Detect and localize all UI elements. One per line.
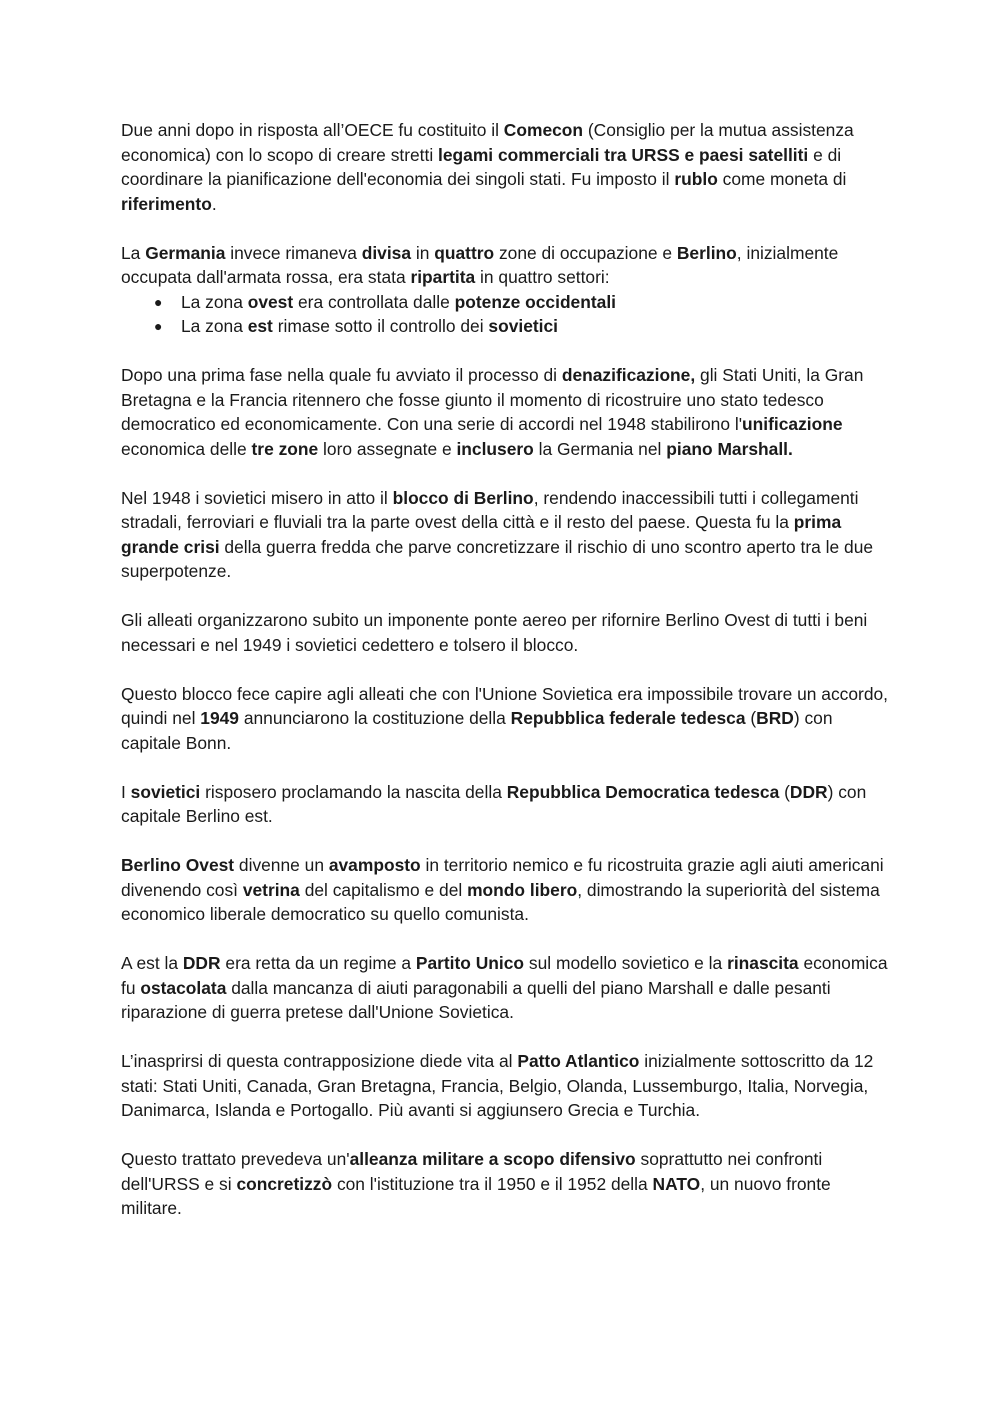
text-run: ( bbox=[779, 781, 790, 802]
text-run: come moneta di bbox=[717, 169, 847, 189]
text-run: e di coordinare la pianificazione dell'economia dei singoli stati. Fu imposto il bbox=[121, 144, 842, 189]
text-run: in territorio nemico e fu ricostruita grazie agli aiuti americani divenendo così bbox=[121, 855, 884, 900]
bold-text-run: Berlino Ovest bbox=[121, 855, 235, 875]
bold-text-run: ovest bbox=[247, 291, 294, 312]
bold-text-run: tre zone bbox=[251, 438, 319, 459]
paragraph-patto-atlantico bbox=[121, 1049, 891, 1123]
text-run: L’inasprirsi di questa contrapposizione diede vita al bbox=[121, 1051, 518, 1071]
bold-text-run: 1949 bbox=[200, 708, 239, 728]
bold-text-run: Patto Atlantico bbox=[517, 1051, 640, 1071]
text-run: la Germania nel bbox=[533, 438, 667, 459]
bold-text-run: inclusero bbox=[456, 438, 534, 459]
bold-text-run: DDR bbox=[789, 781, 828, 802]
bold-text-run: unificazione bbox=[742, 414, 843, 434]
bold-text-run: vetrina bbox=[242, 879, 300, 900]
text-run: ) con capitale Bonn. bbox=[121, 708, 833, 753]
bold-text-run: ripartita bbox=[410, 267, 476, 287]
text-run: in bbox=[411, 242, 435, 263]
paragraph-nato bbox=[121, 1147, 891, 1221]
bold-text-run: sovietici bbox=[488, 316, 559, 336]
text-run: A est la bbox=[121, 953, 183, 973]
bold-text-run: est bbox=[247, 316, 273, 336]
text-run: , rendendo inaccessibili tutti i collegamenti stradali, ferroviari e fluviali tra la parte ovest della città e il resto del paese. Questa fu la bbox=[121, 487, 859, 532]
text-run: inizialmente sottoscritto da 12 stati: Stati Uniti, Canada, Gran Bretagna, Francia, Belgio, Olanda, Lussemburgo, Italia, Norvegia, Danimarca, Islanda e Portogallo. Più avanti si aggiunsero Grecia e Turchia. bbox=[121, 1051, 874, 1120]
paragraph-denazificazione bbox=[121, 363, 891, 461]
paragraph-est-ddr bbox=[121, 951, 891, 1025]
document-page bbox=[121, 118, 891, 1245]
text-run: divenne un bbox=[234, 855, 329, 875]
paragraph-blocco-berlino bbox=[121, 486, 891, 584]
text-run: economica delle bbox=[121, 438, 252, 459]
bold-text-run: DDR bbox=[182, 953, 221, 973]
text-run: gli Stati Uniti, la Gran Bretagna e la Francia ritennero che fosse giunto il momento di ricostruire uno stato tedesco democratico ed economicamente. Con una serie di accordi nel 1948 stabilirono l' bbox=[121, 365, 864, 434]
bold-text-run: rinascita bbox=[727, 953, 799, 973]
bold-text-run: concretizzò bbox=[236, 1173, 333, 1194]
text-run: (Consiglio per la mutua assistenza economica) con lo scopo di creare stretti bbox=[121, 120, 854, 165]
text-run: invece rimaneva bbox=[225, 242, 362, 263]
text-run: Questo blocco fece capire agli alleati che con l'Unione Sovietica era impossibile trovare un accordo, quindi nel bbox=[121, 683, 888, 728]
bullet-icon: ● bbox=[154, 318, 163, 334]
text-run: con l'istituzione tra il 1950 e il 1952 della bbox=[332, 1173, 653, 1194]
text-run: annunciarono la costituzione della bbox=[238, 708, 511, 728]
paragraph-comecon bbox=[121, 118, 891, 216]
paragraph-germania bbox=[121, 241, 891, 290]
text-run: soprattutto nei confronti dell'URSS e si bbox=[121, 1149, 823, 1194]
bold-text-run: Partito Unico bbox=[415, 953, 525, 973]
text-run: La zona bbox=[181, 291, 248, 312]
text-run: ( bbox=[745, 708, 757, 728]
bold-text-run: Berlino bbox=[676, 242, 737, 263]
text-run: era retta da un regime a bbox=[220, 953, 416, 973]
paragraph-berlino-ovest bbox=[121, 853, 891, 927]
text-run: La bbox=[121, 242, 146, 263]
text-run: , dimostrando la superiorità del sistema economico liberale democratico su quello comunista. bbox=[121, 879, 880, 924]
bold-text-run: blocco di Berlino bbox=[392, 487, 534, 508]
bold-text-run: NATO bbox=[652, 1173, 701, 1194]
bold-text-run: potenze occidentali bbox=[454, 291, 616, 312]
bold-text-run: ostacolata bbox=[140, 977, 227, 998]
text-run: , un nuovo fronte militare. bbox=[121, 1173, 831, 1218]
text-run: Nel 1948 i sovietici misero in atto il bbox=[121, 487, 393, 508]
text-run: economica fu bbox=[121, 953, 888, 998]
bold-text-run: quattro bbox=[434, 242, 495, 263]
text-run: della guerra fredda che parve concretizzare il rischio di uno scontro aperto tra le due superpotenze. bbox=[121, 536, 874, 581]
bold-text-run: alleanza militare a scopo difensivo bbox=[349, 1149, 636, 1169]
paragraph-brd bbox=[121, 682, 891, 756]
text-run: loro assegnate e bbox=[318, 438, 457, 459]
paragraph-ponte-aereo bbox=[121, 608, 891, 657]
bold-text-run: mondo libero bbox=[467, 879, 578, 900]
text-run: in quattro settori: bbox=[475, 267, 610, 287]
bold-text-run: denazificazione, bbox=[561, 365, 696, 385]
paragraph-ddr bbox=[121, 780, 891, 829]
bullet-icon: ● bbox=[154, 293, 163, 310]
bold-text-run: avamposto bbox=[328, 855, 421, 875]
text-run: Dopo una prima fase nella quale fu avviato il processo di bbox=[121, 365, 562, 385]
text-run: La zona bbox=[181, 316, 248, 336]
text-run: ) con capitale Berlino est. bbox=[121, 781, 867, 826]
bold-text-run: prima grande crisi bbox=[121, 512, 842, 557]
text-run: Due anni dopo in risposta all’OECE fu costituito il bbox=[121, 120, 504, 140]
text-run: Gli alleati organizzarono subito un imponente ponte aereo per rifornire Berlino Ovest di tutti i beni necessari e nel 1949 i sovietici cedettero e tolsero il blocco. bbox=[121, 610, 868, 655]
text-run: del capitalismo e del bbox=[299, 879, 468, 900]
list-item-zona-est bbox=[121, 314, 891, 339]
bold-text-run: Comecon bbox=[503, 120, 584, 140]
text-run: risposero proclamando la nascita della bbox=[200, 781, 507, 802]
bullet-list-zones bbox=[121, 290, 891, 339]
bold-text-run: BRD bbox=[756, 708, 794, 728]
text-run: dalla mancanza di aiuti paragonabili a quelli del piano Marshall e dalle pesanti riparazione di guerra pretese dall'Unione Sovietica. bbox=[121, 977, 831, 1022]
text-run: I bbox=[121, 781, 131, 802]
text-run: sul modello sovietico e la bbox=[524, 953, 728, 973]
list-item-zona-ovest bbox=[121, 290, 891, 315]
text-run: Questo trattato prevedeva un' bbox=[121, 1149, 350, 1169]
bold-text-run: rublo bbox=[674, 169, 718, 189]
bold-text-run: legami commerciali tra URSS e paesi satelliti bbox=[438, 144, 809, 165]
bold-text-run: Germania bbox=[145, 242, 226, 263]
section-germania bbox=[121, 241, 891, 339]
bold-text-run: Repubblica Democratica tedesca bbox=[506, 781, 780, 802]
list-item-text bbox=[181, 292, 616, 312]
bold-text-run: riferimento bbox=[121, 193, 212, 214]
text-run: , inizialmente occupata dall'armata rossa, era stata bbox=[121, 242, 839, 287]
bold-text-run: sovietici bbox=[130, 781, 201, 802]
bold-text-run: divisa bbox=[361, 242, 412, 263]
list-item-text bbox=[181, 316, 558, 336]
text-run: zone di occupazione e bbox=[494, 242, 677, 263]
text-run: rimase sotto il controllo dei bbox=[272, 316, 489, 336]
bold-text-run: piano Marshall. bbox=[666, 438, 793, 459]
bold-text-run: Repubblica federale tedesca bbox=[510, 708, 746, 728]
text-run: era controllata dalle bbox=[293, 291, 455, 312]
text-run: . bbox=[211, 193, 217, 214]
